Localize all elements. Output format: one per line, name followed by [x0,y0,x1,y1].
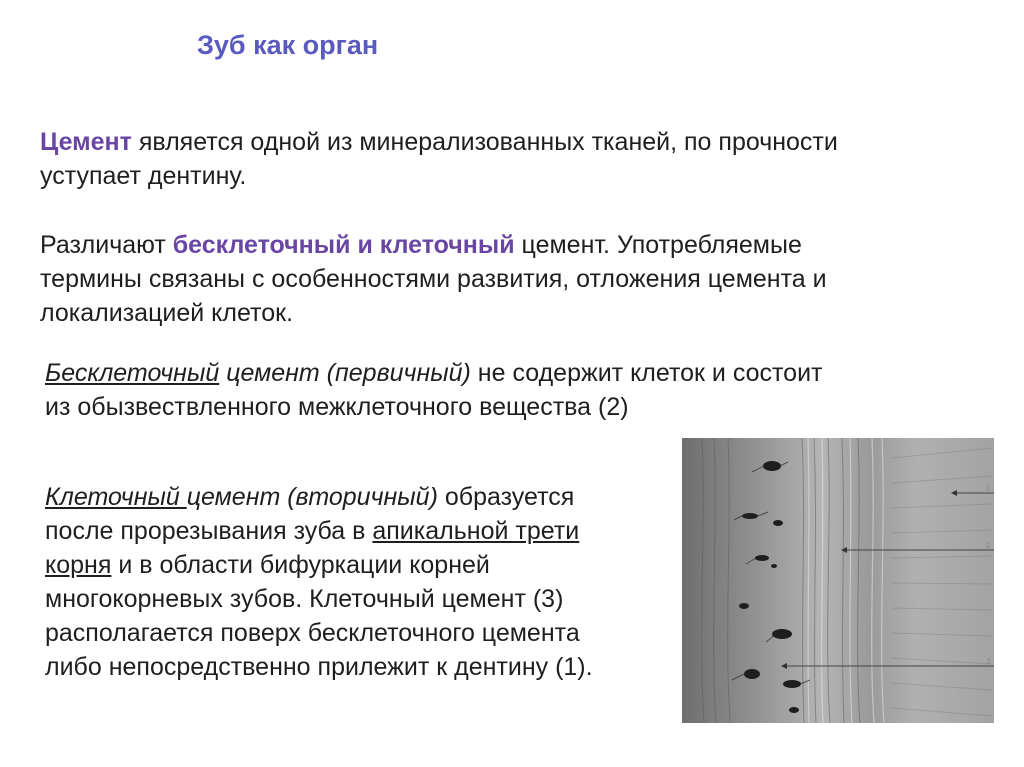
p3-text2: из обызвествленного межклеточного вещества (2) [45,393,629,421]
p4-text2: после прорезывания зуба в [45,517,373,545]
micrograph-image [682,438,994,723]
p2-text1: цемент. Употребляемые [514,231,802,259]
term-cement-types: бесклеточный и клеточный [172,231,515,259]
term-cellular: Клеточный [45,483,187,511]
term-acellular: Бесклеточный [45,359,220,387]
p4-text6: либо непосредственно прилежит к дентину (1). [45,653,593,681]
p1-text2: уступает дентину. [40,162,247,190]
p2-lead: Различают [40,231,173,259]
micrograph-label-1: 1 [986,484,991,493]
paragraph-cement-definition [40,125,980,193]
p4-text4: многокорневых зубов. Клеточный цемент (3) [45,585,564,613]
p4-text5: располагается поверх бесклеточного цемента [45,619,580,647]
p4-text1: образуется [437,483,575,511]
p2-text3: локализацией клеток. [40,299,294,327]
paragraph-cellular-cement [45,480,670,684]
p4-text3: и в области бифуркации корней [111,551,490,579]
p2-text2: термины связаны с особенностями развития, отложения цемента и [40,265,827,293]
paragraph-cement-types [40,228,960,330]
micrograph-label-3: 3 [986,657,991,666]
micrograph-label-2: 2 [986,541,991,550]
p3-italic: цемент (первичный) [219,359,471,387]
paragraph-acellular-cement [45,356,965,424]
term-cement: Цемент [40,128,132,156]
slide-title: Зуб как орган [197,30,379,60]
p4-underline-apical: апикальной трети [372,517,580,545]
p3-text1: не содержит клеток и состоит [470,359,823,387]
p4-underline-root: корня [45,551,112,579]
p4-italic: цемент (вторичный) [186,483,438,511]
p1-text1: является одной из минерализованных тканей, по прочности [131,128,838,156]
